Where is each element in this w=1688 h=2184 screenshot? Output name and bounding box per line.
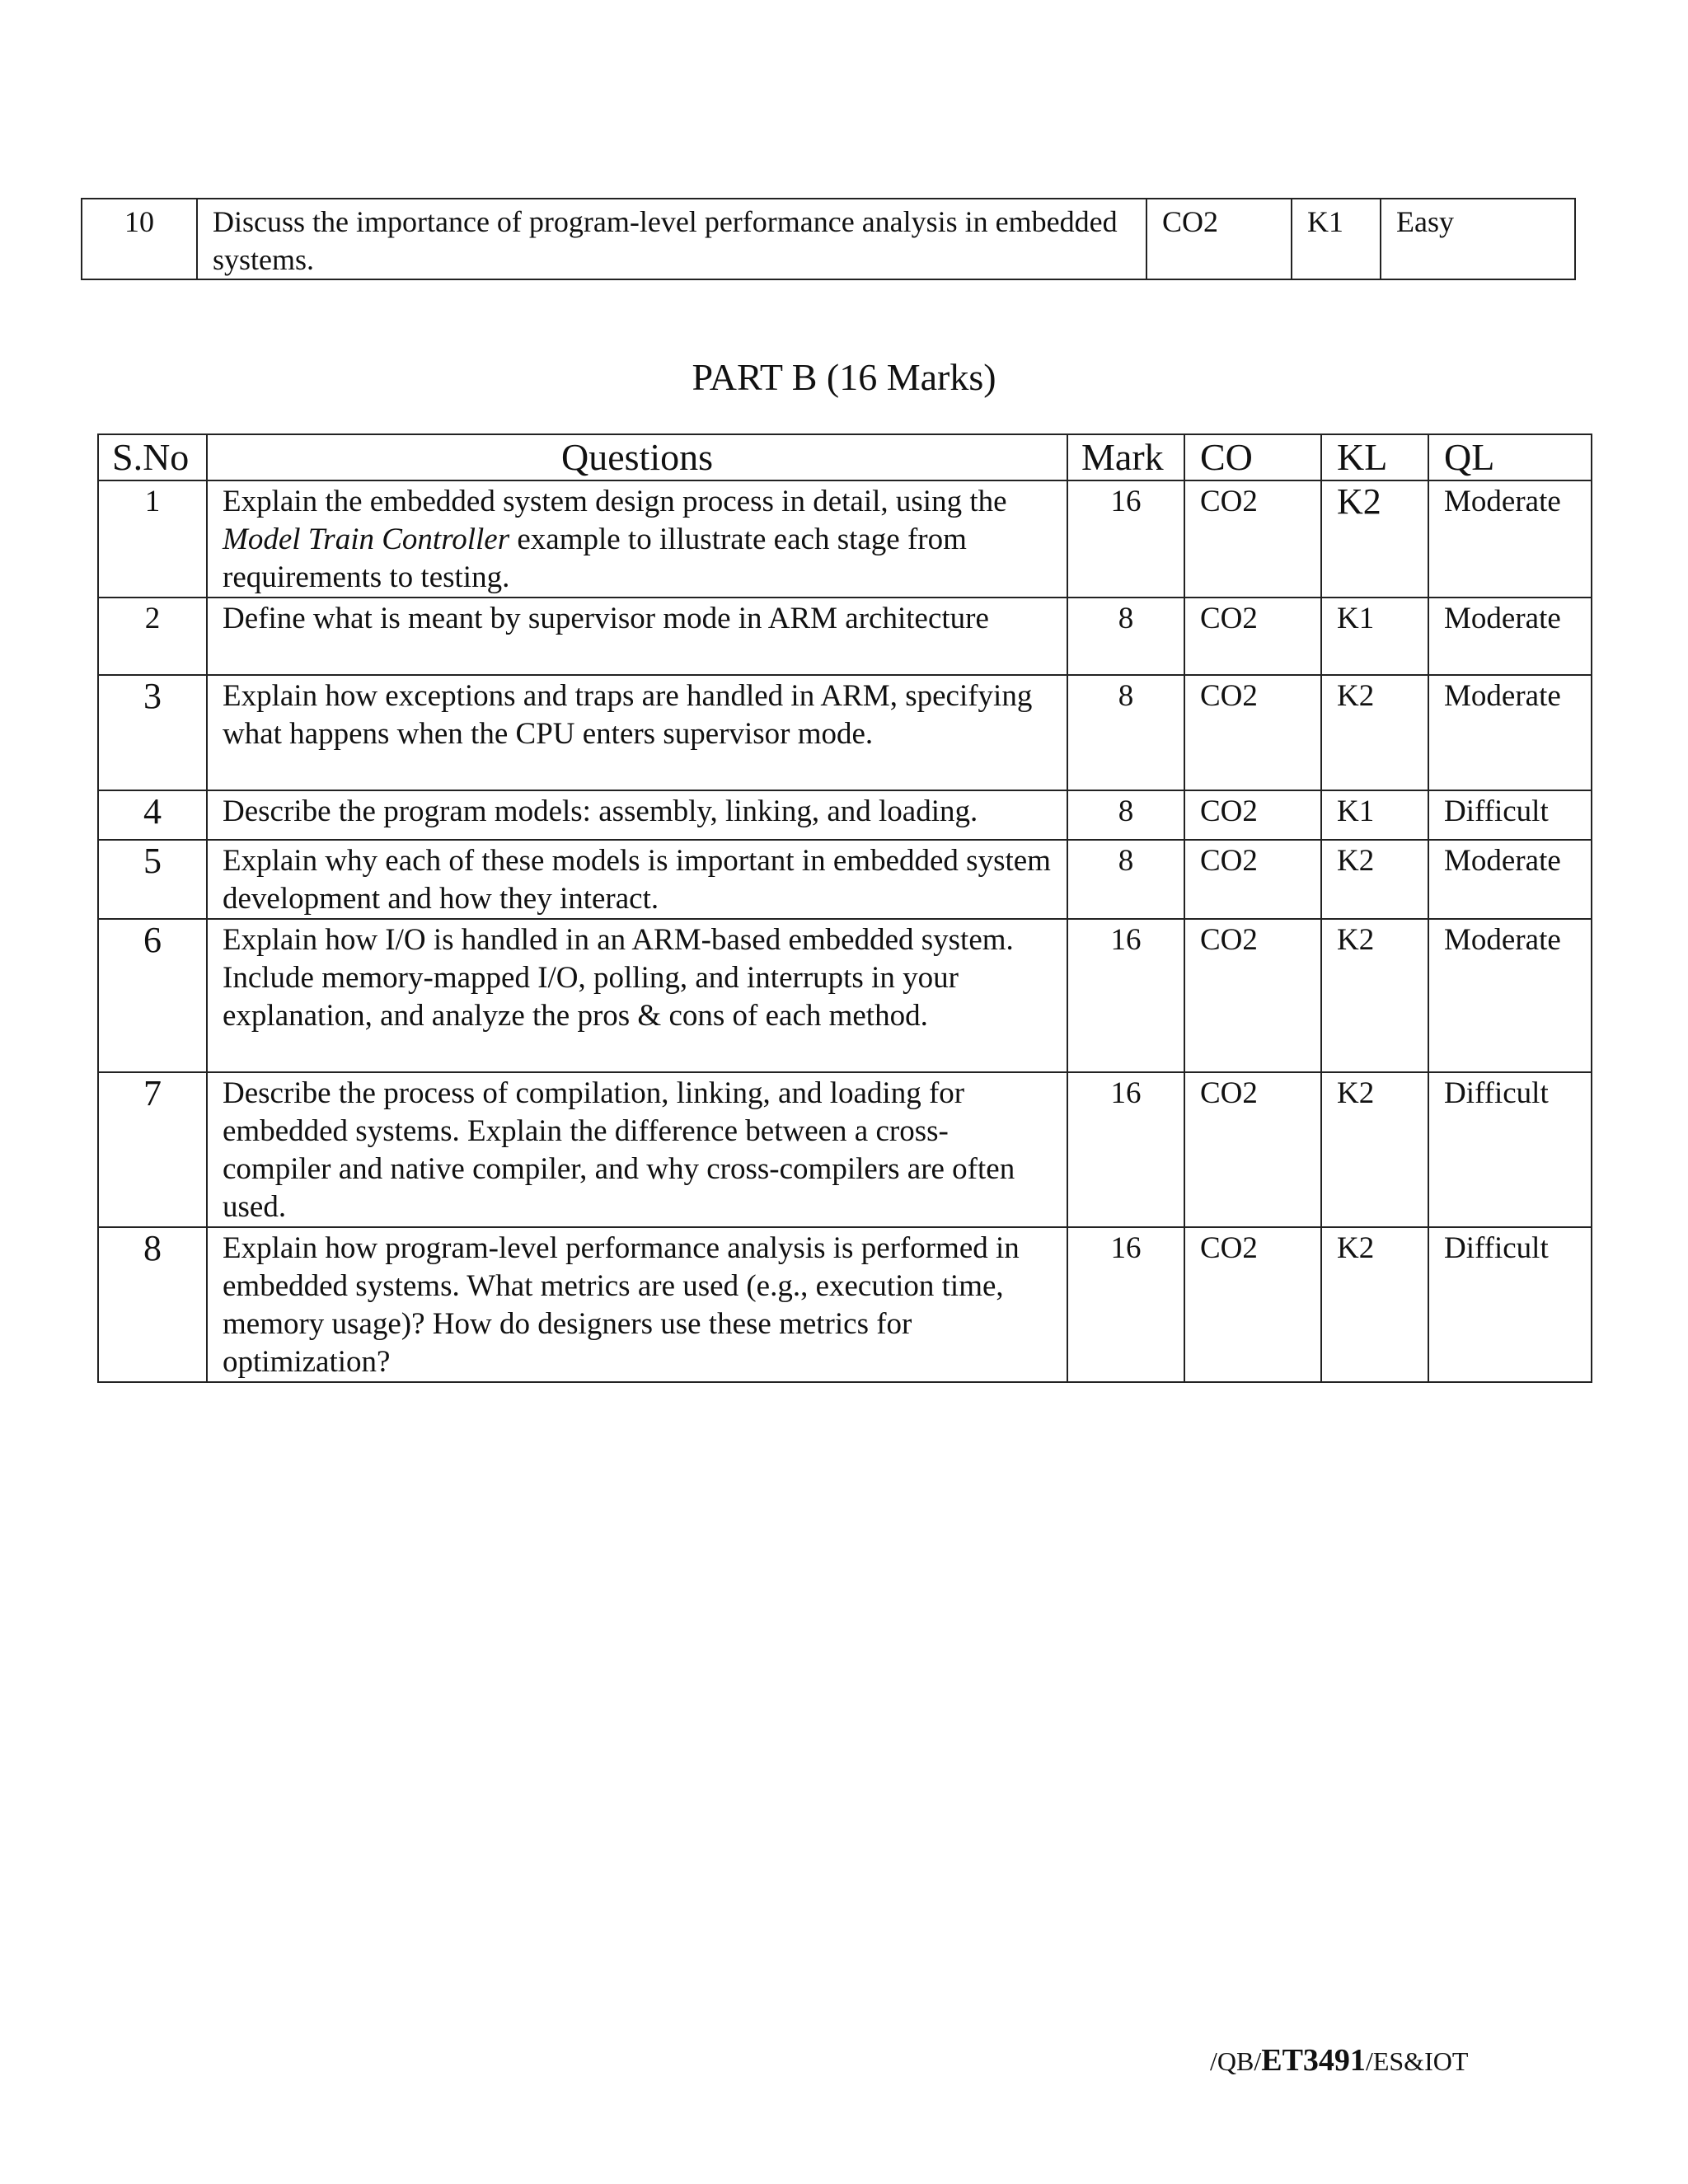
row-question: Explain how I/O is handled in an ARM-based embedded system. Include memory-mapped I/O, polling, and interrupts in your explanation, and analyze the pros & cons of each method. [207, 919, 1067, 1072]
row-sno: 4 [98, 790, 207, 840]
row-ql: Moderate [1428, 919, 1592, 1072]
document-code-footer [1210, 2044, 1468, 2078]
row-co: CO2 [1146, 199, 1292, 279]
footer-suffix: /ES&IOT [1365, 2046, 1469, 2076]
row-co: CO2 [1184, 1072, 1321, 1227]
table-row [82, 199, 1575, 279]
row-co: CO2 [1184, 675, 1321, 790]
row-kl: K1 [1292, 199, 1381, 279]
part-b-heading: PART B (16 Marks) [692, 356, 996, 398]
row-mark: 16 [1067, 1072, 1184, 1227]
row-sno: 8 [98, 1227, 207, 1382]
row-question: Explain why each of these models is important in embedded system development and how they interact. [207, 840, 1067, 919]
row-question: Define what is meant by supervisor mode in ARM architecture [207, 598, 1067, 675]
footer-course-code: ET3491 [1261, 2043, 1366, 2078]
table-row [98, 840, 1592, 919]
row-mark: 8 [1067, 790, 1184, 840]
row-ql: Easy [1381, 199, 1575, 279]
header-ql: QL [1428, 434, 1592, 480]
row-question: Explain how exceptions and traps are handled in ARM, specifying what happens when the CPU enters supervisor mode. [207, 675, 1067, 790]
row-kl: K1 [1321, 598, 1428, 675]
row-question: Describe the process of compilation, linking, and loading for embedded systems. Explain the difference between a cross-compiler and native compiler, and why cross-compilers are often used. [207, 1072, 1067, 1227]
row-kl: K2 [1321, 1072, 1428, 1227]
row-co: CO2 [1184, 1227, 1321, 1382]
table-row [98, 480, 1592, 598]
row-question [207, 480, 1067, 598]
table-row [98, 675, 1592, 790]
row-kl: K2 [1321, 840, 1428, 919]
header-sno: S.No [98, 434, 207, 480]
row-sno: 1 [98, 480, 207, 598]
table-row [98, 1072, 1592, 1227]
part-a-continuation-table [81, 198, 1576, 280]
row-sno: 5 [98, 840, 207, 919]
row-co: CO2 [1184, 480, 1321, 598]
row-sno: 6 [98, 919, 207, 1072]
row-ql: Difficult [1428, 1227, 1592, 1382]
table-header-row [98, 434, 1592, 480]
header-questions: Questions [207, 434, 1067, 480]
row-kl: K2 [1321, 919, 1428, 1072]
row-ql: Difficult [1428, 790, 1592, 840]
row-question: Describe the program models: assembly, linking, and loading. [207, 790, 1067, 840]
header-co: CO [1184, 434, 1321, 480]
row-mark: 8 [1067, 840, 1184, 919]
row-co: CO2 [1184, 919, 1321, 1072]
header-kl: KL [1321, 434, 1428, 480]
row-mark: 8 [1067, 675, 1184, 790]
row-mark: 16 [1067, 1227, 1184, 1382]
row-ql: Moderate [1428, 675, 1592, 790]
row-ql: Moderate [1428, 480, 1592, 598]
row-co: CO2 [1184, 598, 1321, 675]
row-question: Explain how program-level performance analysis is performed in embedded systems. What metrics are used (e.g., execution time, memory usage)? How do designers use these metrics for optimization? [207, 1227, 1067, 1382]
table-row [98, 790, 1592, 840]
row-sno: 10 [82, 199, 197, 279]
row-sno: 2 [98, 598, 207, 675]
table-row [98, 598, 1592, 675]
row-ql: Moderate [1428, 840, 1592, 919]
row-sno: 7 [98, 1072, 207, 1227]
row-kl: K2 [1321, 675, 1428, 790]
row-sno: 3 [98, 675, 207, 790]
row-ql: Moderate [1428, 598, 1592, 675]
footer-prefix: /QB/ [1210, 2046, 1262, 2076]
row-kl: K2 [1321, 480, 1428, 598]
table-row [98, 1227, 1592, 1382]
question-italic-text: Model Train Controller [223, 523, 510, 556]
row-mark: 8 [1067, 598, 1184, 675]
header-mark: Mark [1067, 434, 1184, 480]
row-co: CO2 [1184, 790, 1321, 840]
row-ql: Difficult [1428, 1072, 1592, 1227]
row-mark: 16 [1067, 919, 1184, 1072]
row-mark: 16 [1067, 480, 1184, 598]
part-b-table [97, 434, 1592, 1383]
row-co: CO2 [1184, 840, 1321, 919]
table-row [98, 919, 1592, 1072]
row-kl: K1 [1321, 790, 1428, 840]
question-text: example to illustrate each stage from requirements to testing. [223, 523, 967, 594]
row-kl: K2 [1321, 1227, 1428, 1382]
row-question: Discuss the importance of program-level performance analysis in embedded systems. [197, 199, 1146, 279]
question-text: Explain the embedded system design process in detail, using the [223, 485, 1007, 518]
